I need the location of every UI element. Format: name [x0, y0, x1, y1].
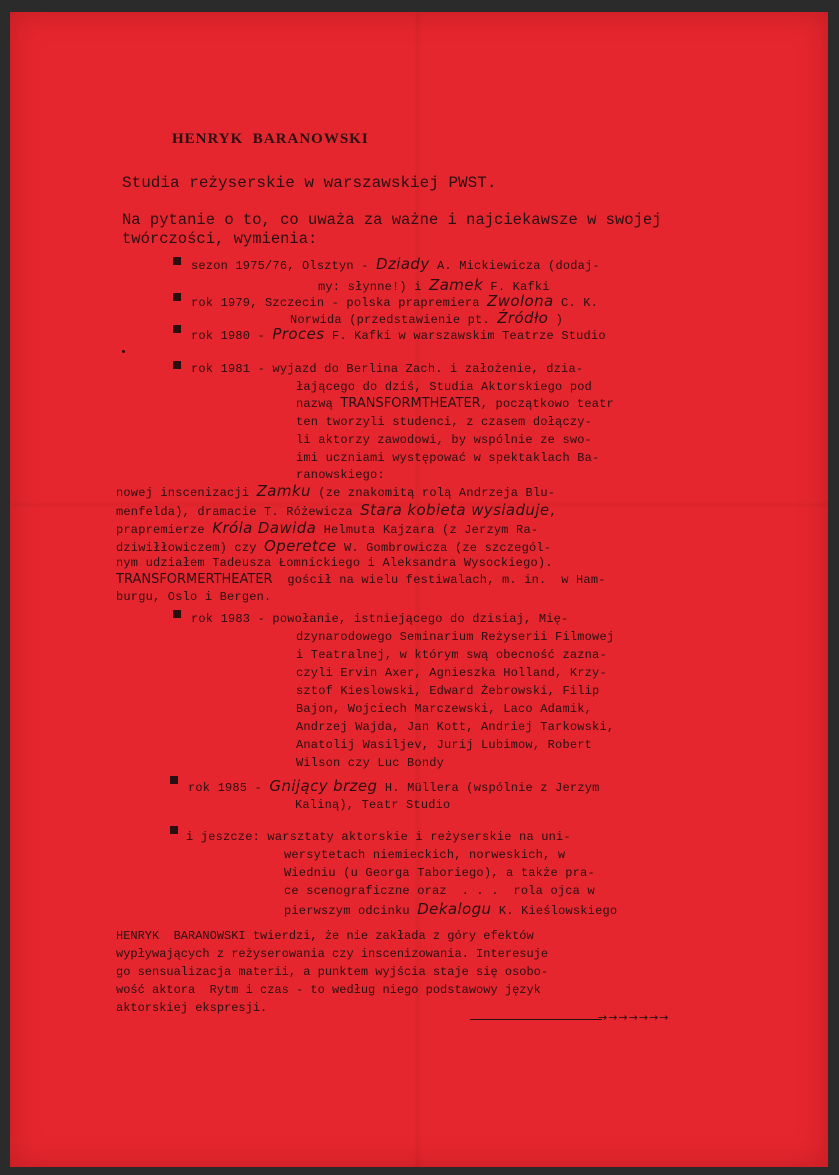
list-item-continuation: Norwida (przedstawienie pt. Źródło ) [290, 309, 564, 327]
list-item-1985-gnijacy-brzeg: rok 1985 - Gnijący brzeg H. Müllera (wspólnie z Jerzym [188, 777, 600, 795]
list-item-continuation: i Teatralnej, w którym swą obecność zazna- [296, 648, 607, 662]
list-item-continuation: dziwiłłowiczem) czy Operetce W. Gombrowicza (ze szczegól- [116, 537, 552, 555]
list-item-continuation: Anatolij Wasiljev, Jurij Lubimow, Robert [296, 738, 593, 752]
list-item-continuation: ten tworzyli studenci, z czasem dołączy- [296, 415, 593, 429]
list-item-continuation: wersytetach niemieckich, norweskich, w [284, 848, 566, 862]
title-zamku: Zamku [256, 482, 311, 500]
list-item-continuation: imi uczniami występować w spektaklach Ba- [296, 451, 600, 465]
list-item-continuation: nowej inscenizacji Zamku (ze znakomitą rolą Andrzeja Blu- [116, 482, 556, 500]
list-item-continuation: nym udziałem Tadeusza Łomnickiego i Aleksandra Wysockiego). [116, 556, 553, 570]
list-item-warsztaty: i jeszcze: warsztaty aktorskie i reżyserskie na uni- [186, 830, 571, 844]
conclusion-paragraph: HENRYK BARANOWSKI twierdzi, że nie zakłada z góry efektów wypływających z reżyserowania czy inscenizowania. Interesuje go sensualizacja materii, a punktem wyjścia staje się osobo- wość aktora Rytm i czas - to według niego podstawowy język aktorskiej ekspresji. [116, 929, 549, 1015]
bullet-square-icon [170, 826, 178, 834]
title-operetce: Operetce [264, 537, 337, 555]
title-gnijacy-brzeg: Gnijący brzeg [269, 777, 378, 795]
list-item-continuation: li aktorzy zawodowi, by wspólnie ze swo- [296, 433, 593, 447]
bullet-square-icon [173, 361, 181, 369]
list-item-continuation: dzynarodowego Seminarium Reżyserii Filmowej [296, 630, 615, 644]
document-page [10, 12, 828, 1167]
bullet-square-icon [170, 776, 178, 784]
list-item-continuation: nazwą TRANSFORMTHEATER, początkowo teatr [296, 396, 614, 411]
title-zamek: Zamek [429, 276, 484, 294]
arrow-line [470, 1019, 602, 1020]
list-item-continuation: czyli Ervin Axer, Agnieszka Holland, Krzy- [296, 666, 607, 680]
title-proces: Proces [272, 325, 325, 343]
title-zrodlo: Źródło [497, 309, 549, 327]
list-item-continuation: menfelda), dramacie T. Różewicza Stara kobieta wysiaduje, [116, 501, 557, 519]
bullet-square-icon [173, 325, 181, 333]
list-item-continuation: Wilson czy Luc Bondy [296, 756, 445, 770]
question-line: twórczości, wymienia: [122, 230, 318, 248]
list-item-continuation: ce scenograficzne oraz . . . rola ojca w [284, 884, 595, 898]
stray-dot [122, 350, 125, 353]
list-item-continuation: łającego do dziś, Studia Aktorskiego pod [296, 380, 593, 394]
list-item-continuation: TRANSFORMERTHEATER gościł na wielu festiwalach, m. in. w Ham- [116, 572, 606, 587]
author-name-heading: HENRYK BARANOWSKI [172, 131, 369, 147]
arrow-right-icon: →→→→→→→ [598, 1011, 670, 1024]
list-item-continuation: ranowskiego: [296, 468, 385, 482]
bullet-square-icon [173, 257, 181, 265]
question-line: Na pytanie o to, co uważa za ważne i najciekawsze w swojej [122, 211, 662, 229]
title-dekalogu: Dekalogu [417, 900, 492, 918]
bullet-square-icon [173, 293, 181, 301]
list-item-continuation: prapremierze Króla Dawida Helmuta Kajzara (z Jerzym Ra- [116, 519, 539, 537]
list-item-continuation: Wiedniu (u Georga Taboriego), a także pra- [284, 866, 595, 880]
bullet-square-icon [173, 610, 181, 618]
title-dziady: Dziady [376, 255, 430, 273]
transformtheater-name: TRANSFORMTHEATER [340, 396, 481, 411]
list-item-1981-olsztyn: sezon 1975/76, Olsztyn - Dziady A. Mickiewicza (dodaj- [191, 255, 600, 273]
list-item-continuation: Bajon, Wojciech Marczewski, Laco Adamik, [296, 702, 593, 716]
question-paragraph [122, 211, 662, 249]
studies-line: Studia reżyserskie w warszawskiej PWST. [122, 174, 497, 192]
list-item-continuation: Andrzej Wajda, Jan Kott, Andriej Tarkowski, [296, 720, 615, 734]
list-item-1981-berlin: rok 1981 - wyjazd do Berlina Zach. i założenie, dzia- [191, 362, 584, 376]
list-item-1983-seminarium: rok 1983 - powołanie, istniejącego do dzisiaj, Mię- [191, 612, 569, 626]
list-item-continuation: Kaliną), Teatr Studio [295, 798, 451, 812]
list-item-continuation: pierwszym odcinku Dekalogu K. Kieślowskiego [284, 900, 618, 918]
list-item-1979-szczecin: rok 1979, Szczecin - polska prapremiera Zwolona C. K. [191, 292, 599, 310]
title-stara-kobieta: Stara kobieta wysiaduje [360, 501, 550, 519]
list-item-continuation: my: słynne!) i Zamek F. Kafki [318, 276, 550, 294]
list-item-continuation: burgu, Oslo i Bergen. [116, 590, 272, 604]
list-item-1980-proces: rok 1980 - Proces F. Kafki w warszawskim Teatrze Studio [191, 325, 606, 343]
list-item-continuation: sztof Kieslowski, Edward Żebrowski, Filip [296, 684, 600, 698]
transformertheater-name: TRANSFORMERTHEATER [116, 572, 273, 587]
title-krola-dawida: Króla Dawida [212, 519, 317, 537]
title-zwolona: Zwolona [487, 292, 554, 310]
